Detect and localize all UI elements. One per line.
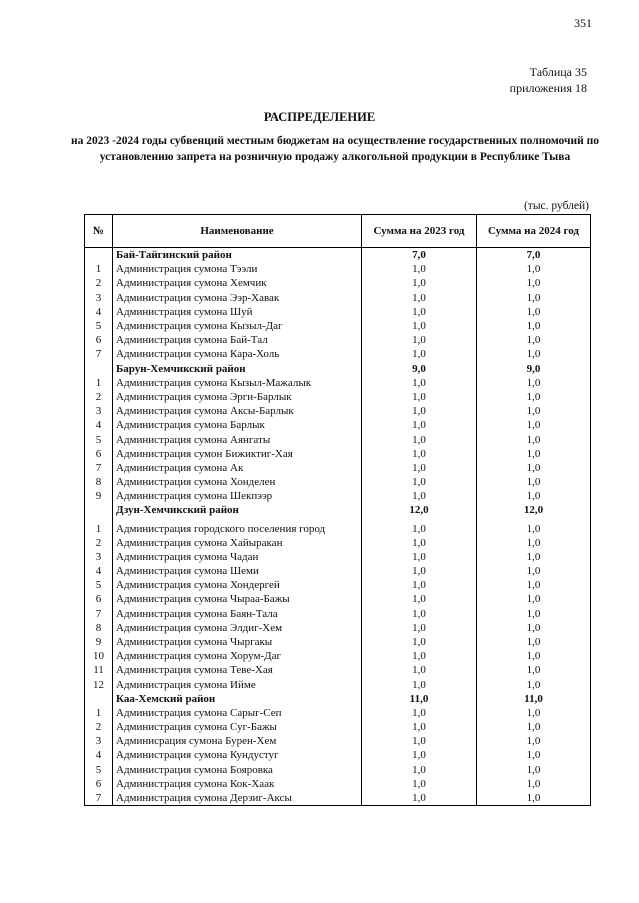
table-row [85, 791, 591, 806]
row-sum-2023: 1,0 [362, 347, 477, 361]
table-row [85, 475, 591, 489]
row-number: 11 [85, 663, 113, 677]
row-sum-2024: 1,0 [477, 276, 591, 290]
row-sum-2023: 1,0 [362, 291, 477, 305]
row-number [85, 362, 113, 376]
row-sum-2024: 1,0 [477, 319, 591, 333]
row-name: Дзун-Хемчикский район [113, 503, 362, 517]
row-sum-2024: 1,0 [477, 418, 591, 432]
table-row [85, 592, 591, 606]
row-sum-2024: 1,0 [477, 390, 591, 404]
table-row [85, 578, 591, 592]
row-sum-2023: 1,0 [362, 564, 477, 578]
row-sum-2023: 1,0 [362, 536, 477, 550]
row-name: Администрация сумона Тээли [113, 262, 362, 276]
row-name: Администрация сумона Дерзиг-Аксы [113, 791, 362, 806]
row-number: 2 [85, 536, 113, 550]
table-row [85, 621, 591, 635]
row-number: 10 [85, 649, 113, 663]
row-sum-2023: 12,0 [362, 503, 477, 517]
row-number: 4 [85, 748, 113, 762]
table-row [85, 447, 591, 461]
row-number: 6 [85, 447, 113, 461]
table-row [85, 734, 591, 748]
row-name: Администрация сумона Суг-Бажы [113, 720, 362, 734]
row-sum-2024: 1,0 [477, 404, 591, 418]
row-name: Администрация сумона Ээр-Хавак [113, 291, 362, 305]
row-number: 3 [85, 404, 113, 418]
row-sum-2023: 1,0 [362, 649, 477, 663]
table-body [85, 248, 591, 806]
row-number: 9 [85, 489, 113, 503]
row-sum-2023: 1,0 [362, 418, 477, 432]
row-name: Администрация сумона Хорум-Даг [113, 649, 362, 663]
table-row [85, 489, 591, 503]
row-name: Администрация сумона Кок-Хаак [113, 777, 362, 791]
table-row [85, 376, 591, 390]
row-sum-2024: 1,0 [477, 777, 591, 791]
row-sum-2023: 1,0 [362, 578, 477, 592]
row-name: Администрация сумона Кызыл-Мажалык [113, 376, 362, 390]
row-sum-2023: 9,0 [362, 362, 477, 376]
row-sum-2023: 1,0 [362, 791, 477, 806]
table-row [85, 432, 591, 446]
table-row [85, 536, 591, 550]
row-name: Администрация сумона Хондергей [113, 578, 362, 592]
units-note: (тыс. рублей) [523, 200, 589, 212]
row-sum-2024: 1,0 [477, 663, 591, 677]
row-name: Администрация сумона Чыргакы [113, 635, 362, 649]
document-subtitle: на 2023 -2024 годы субвенций местным бюджетам на осуществление государственных полномочий по установлению запрета на розничную продажу алкогольной продукции в Республике Тыва [71, 135, 599, 163]
row-name: Администрация сумона Хайыракан [113, 536, 362, 550]
row-sum-2023: 11,0 [362, 692, 477, 706]
row-name: Админисрация сумона Бурен-Хем [113, 734, 362, 748]
row-sum-2024: 1,0 [477, 564, 591, 578]
table-row [85, 347, 591, 361]
row-name: Администрация сумона Барлык [113, 418, 362, 432]
row-number: 1 [85, 518, 113, 536]
row-number: 7 [85, 461, 113, 475]
page-number: 351 [574, 16, 592, 30]
row-name: Администрация городского поселения город [113, 518, 362, 536]
row-sum-2024: 1,0 [477, 621, 591, 635]
row-sum-2024: 1,0 [477, 649, 591, 663]
district-row [85, 692, 591, 706]
row-sum-2023: 1,0 [362, 607, 477, 621]
table-row [85, 518, 591, 536]
row-name: Барун-Хемчикский район [113, 362, 362, 376]
row-name: Администрация сумона Кызыл-Даг [113, 319, 362, 333]
row-sum-2024: 1,0 [477, 447, 591, 461]
row-name: Администрация сумона Элдиг-Хем [113, 621, 362, 635]
row-sum-2024: 1,0 [477, 791, 591, 806]
distribution-table [84, 214, 591, 806]
table-row [85, 777, 591, 791]
row-name: Администрация сумона Ийме [113, 677, 362, 691]
annex-appendix-number: приложения 18 [509, 81, 587, 95]
row-sum-2023: 1,0 [362, 550, 477, 564]
row-sum-2023: 1,0 [362, 489, 477, 503]
row-sum-2023: 1,0 [362, 262, 477, 276]
table-row [85, 607, 591, 621]
row-sum-2024: 1,0 [477, 706, 591, 720]
row-number: 2 [85, 276, 113, 290]
row-number [85, 248, 113, 263]
row-sum-2024: 1,0 [477, 734, 591, 748]
row-sum-2023: 1,0 [362, 461, 477, 475]
row-sum-2023: 1,0 [362, 677, 477, 691]
row-sum-2024: 1,0 [477, 333, 591, 347]
row-number: 1 [85, 376, 113, 390]
row-name: Администрация сумона Аянгаты [113, 432, 362, 446]
row-sum-2023: 1,0 [362, 447, 477, 461]
row-sum-2023: 1,0 [362, 376, 477, 390]
row-number: 4 [85, 418, 113, 432]
row-name: Администрация сумона Бай-Тал [113, 333, 362, 347]
row-sum-2024: 1,0 [477, 763, 591, 777]
row-number: 7 [85, 347, 113, 361]
row-number: 12 [85, 677, 113, 691]
table-row [85, 390, 591, 404]
row-sum-2024: 1,0 [477, 518, 591, 536]
row-sum-2023: 1,0 [362, 635, 477, 649]
row-sum-2024: 1,0 [477, 748, 591, 762]
row-name: Администрация сумона Чыраа-Бажы [113, 592, 362, 606]
table-row [85, 649, 591, 663]
row-number: 2 [85, 390, 113, 404]
district-row [85, 362, 591, 376]
table-row [85, 748, 591, 762]
row-name: Администрация сумона Хемчик [113, 276, 362, 290]
document-title: РАСПРЕДЕЛЕНИЕ [263, 110, 376, 124]
row-sum-2023: 1,0 [362, 475, 477, 489]
row-sum-2023: 1,0 [362, 663, 477, 677]
row-name: Администрация сумона Аксы-Барлык [113, 404, 362, 418]
row-number: 9 [85, 635, 113, 649]
row-sum-2024: 1,0 [477, 550, 591, 564]
header-name: Наименование [113, 215, 362, 248]
row-sum-2023: 1,0 [362, 734, 477, 748]
annex-table-number: Таблица 35 [529, 65, 587, 79]
row-sum-2024: 1,0 [477, 305, 591, 319]
table-header-row [85, 215, 591, 248]
district-row [85, 248, 591, 263]
table-row [85, 333, 591, 347]
row-sum-2023: 1,0 [362, 720, 477, 734]
row-sum-2024: 1,0 [477, 432, 591, 446]
table-row [85, 706, 591, 720]
row-number: 8 [85, 621, 113, 635]
row-name: Администрация сумона Теве-Хая [113, 663, 362, 677]
row-sum-2024: 1,0 [477, 536, 591, 550]
header-number: № [85, 215, 113, 248]
table-row [85, 564, 591, 578]
row-sum-2024: 1,0 [477, 347, 591, 361]
table-row [85, 677, 591, 691]
row-sum-2024: 7,0 [477, 248, 591, 263]
table-row [85, 404, 591, 418]
row-sum-2024: 1,0 [477, 291, 591, 305]
row-name: Администрация сумона Эрги-Барлык [113, 390, 362, 404]
row-sum-2024: 1,0 [477, 677, 591, 691]
row-name: Администрация сумона Хонделен [113, 475, 362, 489]
row-number: 1 [85, 262, 113, 276]
row-number: 4 [85, 305, 113, 319]
row-sum-2023: 1,0 [362, 305, 477, 319]
row-sum-2024: 1,0 [477, 262, 591, 276]
table-row [85, 276, 591, 290]
header-sum-2024: Сумма на 2024 год [477, 215, 591, 248]
row-number: 5 [85, 319, 113, 333]
row-sum-2024: 9,0 [477, 362, 591, 376]
table-row [85, 291, 591, 305]
row-sum-2024: 1,0 [477, 720, 591, 734]
row-number: 2 [85, 720, 113, 734]
row-sum-2024: 11,0 [477, 692, 591, 706]
annex-reference [510, 64, 587, 96]
row-sum-2023: 1,0 [362, 276, 477, 290]
row-name: Администрация сумона Шекпээр [113, 489, 362, 503]
row-sum-2023: 1,0 [362, 390, 477, 404]
table-row [85, 305, 591, 319]
row-sum-2024: 1,0 [477, 607, 591, 621]
row-name: Бай-Тайгинский район [113, 248, 362, 263]
row-name: Администрация сумона Сарыг-Сеп [113, 706, 362, 720]
district-row [85, 503, 591, 517]
row-number: 5 [85, 432, 113, 446]
row-name: Администрация сумона Баян-Тала [113, 607, 362, 621]
row-name: Каа-Хемский район [113, 692, 362, 706]
row-sum-2023: 1,0 [362, 748, 477, 762]
row-name: Администрация сумон Бижиктиг-Хая [113, 447, 362, 461]
row-number: 3 [85, 291, 113, 305]
header-sum-2023: Сумма на 2023 год [362, 215, 477, 248]
row-number: 7 [85, 791, 113, 806]
row-sum-2023: 1,0 [362, 763, 477, 777]
row-sum-2023: 1,0 [362, 404, 477, 418]
row-name: Администрация сумона Бояровка [113, 763, 362, 777]
row-sum-2024: 1,0 [477, 635, 591, 649]
table-row [85, 262, 591, 276]
row-sum-2024: 1,0 [477, 475, 591, 489]
table-row [85, 635, 591, 649]
row-sum-2024: 1,0 [477, 376, 591, 390]
row-sum-2024: 1,0 [477, 489, 591, 503]
table-row [85, 550, 591, 564]
row-number: 6 [85, 592, 113, 606]
row-number: 3 [85, 734, 113, 748]
row-name: Администрация сумона Шеми [113, 564, 362, 578]
table-row [85, 763, 591, 777]
row-name: Администрация сумона Чадан [113, 550, 362, 564]
row-number [85, 692, 113, 706]
row-number: 5 [85, 763, 113, 777]
row-number: 3 [85, 550, 113, 564]
row-name: Администрация сумона Ак [113, 461, 362, 475]
row-number: 8 [85, 475, 113, 489]
table-row [85, 720, 591, 734]
row-number: 6 [85, 333, 113, 347]
table-row [85, 418, 591, 432]
row-number: 4 [85, 564, 113, 578]
row-number: 5 [85, 578, 113, 592]
row-sum-2023: 1,0 [362, 333, 477, 347]
row-number: 6 [85, 777, 113, 791]
table-row [85, 461, 591, 475]
row-number: 7 [85, 607, 113, 621]
row-sum-2023: 1,0 [362, 706, 477, 720]
table-row [85, 319, 591, 333]
row-sum-2023: 1,0 [362, 592, 477, 606]
row-sum-2024: 1,0 [477, 578, 591, 592]
row-number [85, 503, 113, 517]
row-name: Администрация сумона Кара-Холь [113, 347, 362, 361]
row-sum-2023: 1,0 [362, 621, 477, 635]
row-sum-2023: 1,0 [362, 777, 477, 791]
row-sum-2024: 1,0 [477, 461, 591, 475]
row-name: Администрация сумона Шуй [113, 305, 362, 319]
row-sum-2023: 7,0 [362, 248, 477, 263]
row-number: 1 [85, 706, 113, 720]
row-sum-2024: 1,0 [477, 592, 591, 606]
row-sum-2023: 1,0 [362, 319, 477, 333]
table-row [85, 663, 591, 677]
row-name: Администрация сумона Кундустуг [113, 748, 362, 762]
row-sum-2023: 1,0 [362, 432, 477, 446]
row-sum-2024: 12,0 [477, 503, 591, 517]
row-sum-2023: 1,0 [362, 518, 477, 536]
